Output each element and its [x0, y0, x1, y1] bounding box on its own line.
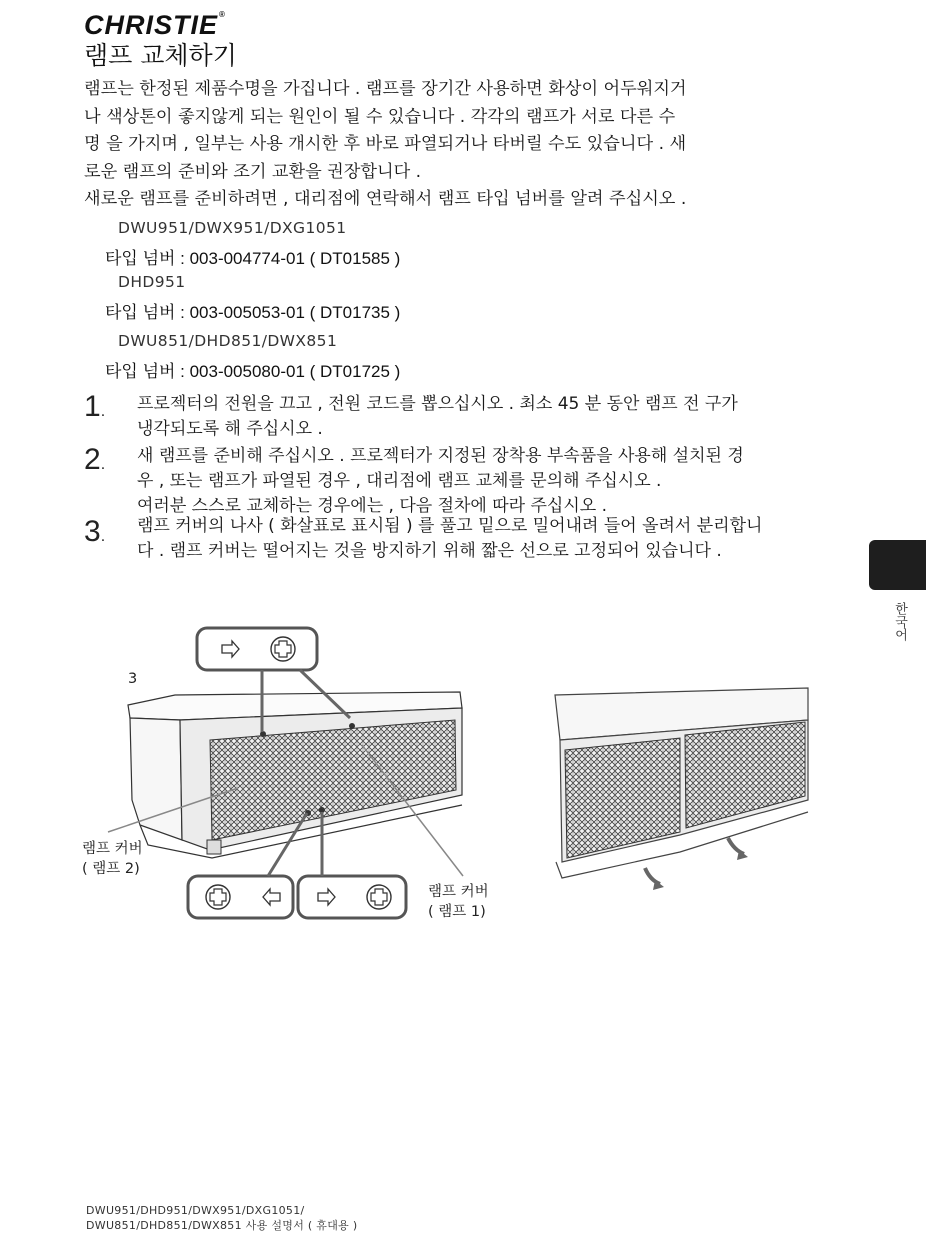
step-number-3: 3. [84, 515, 106, 548]
step-line: 새 램프를 준비해 주십시오 . 프로젝터가 지정된 장착용 부속품을 사용해 설치된 경 [137, 446, 744, 466]
figure-step-label: 3 [128, 671, 138, 687]
step-line: 램프 커버의 나사 ( 화살표로 표시됨 ) 를 풀고 밑으로 밀어내려 들어 올려서 분리합니 [137, 516, 763, 536]
label-line: 램프 커버 [82, 841, 143, 857]
footer-line-2: DWU851/DHD851/DWX851 사용 설명서 ( 휴대용 ) [86, 1219, 358, 1232]
footer-line-1: DWU951/DHD951/DWX951/DXG1051/ [86, 1204, 305, 1217]
lamp-models-3: DWU851/DHD851/DWX851 [118, 332, 338, 350]
step-text-3 [137, 514, 877, 564]
label-line: ( 램프 2) [82, 861, 140, 877]
brand-logo-text: CHRISTIE [84, 10, 219, 40]
registered-mark: ® [219, 10, 226, 19]
step-line: 프로젝터의 전원을 끄고 , 전원 코드를 뽑으십시오 . 최소 45 분 동안 램프 전 구가 [137, 394, 738, 414]
label-line: ( 램프 1) [428, 904, 486, 920]
lamp-type-number-3: 타입 넘버 : 003-005080-01 ( DT01725 ) [105, 362, 401, 381]
page-footer [86, 1203, 357, 1233]
intro-line: 램프는 한정된 제품수명을 가집니다 . 램프를 장기간 사용하면 화상이 어두워지거 [84, 79, 687, 99]
projector-right-illustration [555, 688, 808, 890]
step-number-2: 2. [84, 443, 106, 476]
step-line: 냉각되도록 해 주십시오 . [137, 419, 323, 439]
lamp1-cover-label [428, 882, 489, 922]
step-line: 우 , 또는 램프가 파열된 경우 , 대리점에 램프 교체를 문의해 주십시오 . [137, 471, 662, 491]
intro-line: 나 색상톤이 좋지않게 되는 원인이 될 수 있습니다 . 각각의 램프가 서로 다른 수 [84, 106, 676, 127]
lamp-cover-figure [0, 600, 950, 930]
intro-line: 명 을 가지며 , 일부는 사용 개시한 후 바로 파열되거나 타버릴 수도 있습니다 . 새 [84, 134, 687, 154]
page-title: 램프 교체하기 [84, 41, 237, 70]
language-tab-label: 한국어 [892, 602, 907, 641]
step-line: 여러분 스스로 교체하는 경우에는 , 다음 절차에 따라 주십시오 . [137, 496, 607, 516]
lamp-models-2: DHD951 [118, 273, 186, 291]
label-line: 램프 커버 [428, 884, 489, 900]
intro-line: 로운 램프의 준비와 조기 교환을 권장합니다 . [84, 161, 422, 182]
lamp-type-number-2: 타입 넘버 : 003-005053-01 ( DT01735 ) [105, 303, 401, 322]
intro-paragraph [84, 76, 884, 214]
step-line: 다 . 램프 커버는 떨어지는 것을 방지하기 위해 짧은 선으로 고정되어 있습니다 . [137, 541, 722, 561]
order-instruction: 새로운 램프를 준비하려면 , 대리점에 연락해서 램프 타입 넘버를 알려 주십시오 . [84, 189, 687, 209]
step-number-1: 1. [84, 390, 106, 423]
lamp2-cover-label [82, 839, 143, 879]
lamp-type-number-1: 타입 넘버 : 003-004774-01 ( DT01585 ) [105, 249, 401, 268]
language-tab [869, 540, 926, 590]
step-text-1 [137, 392, 877, 442]
lamp-models-1: DWU951/DWX951/DXG1051 [118, 219, 347, 237]
step-text-2 [137, 444, 877, 519]
